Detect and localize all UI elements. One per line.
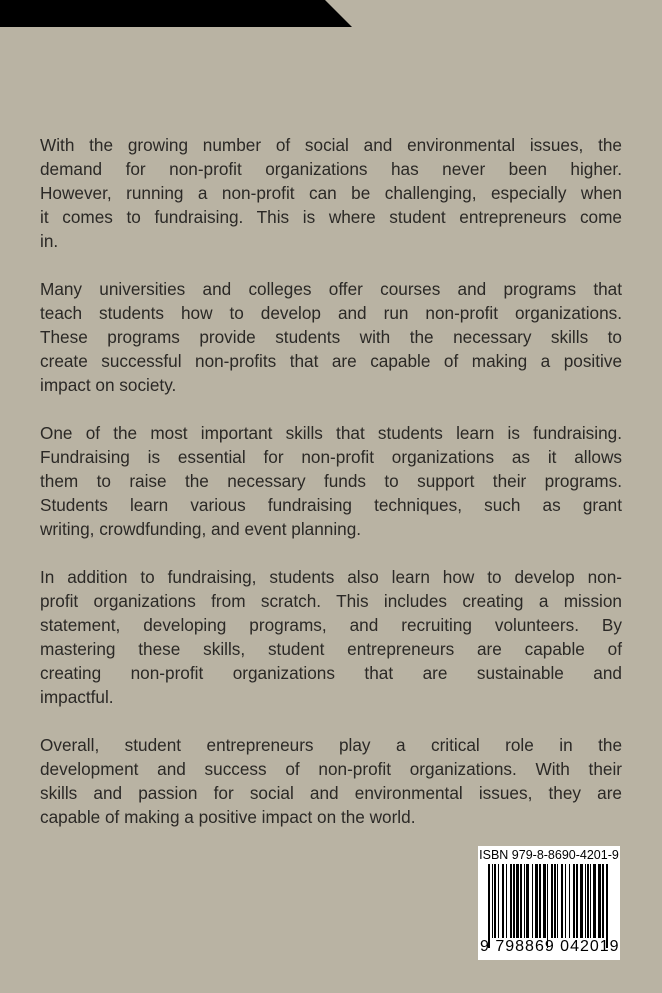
- barcode-bar: [502, 864, 504, 938]
- barcode-bar: [565, 864, 566, 938]
- back-cover-text: [40, 133, 622, 853]
- text-line: skills and passion for social and environmental issues, they are: [40, 783, 622, 803]
- barcode-bar: [488, 864, 490, 948]
- text-line: impactful.: [40, 687, 114, 707]
- text-line: mastering these skills, student entrepreneurs are capable of: [40, 639, 622, 659]
- barcode-bar: [551, 864, 553, 938]
- barcode-bar: [532, 864, 533, 938]
- barcode-bar: [573, 864, 575, 938]
- barcode-bar: [557, 864, 558, 938]
- text-line: impact on society.: [40, 375, 177, 395]
- barcode-bar: [543, 864, 546, 938]
- text-line: profit organizations from scratch. This includes creating a mission: [40, 591, 622, 611]
- barcode-bar: [520, 864, 522, 938]
- barcode-bars: [488, 864, 610, 948]
- barcode-digits: 9 798869 042019: [480, 938, 620, 955]
- text-line: In addition to fundraising, students also learn how to develop non-: [40, 567, 622, 587]
- barcode-bar: [576, 864, 578, 938]
- text-line: create successful non-profits that are capable of making a positive: [40, 351, 622, 371]
- barcode-bar: [547, 864, 548, 948]
- text-line: With the growing number of social and environmental issues, the: [40, 135, 622, 155]
- barcode-bar: [526, 864, 529, 938]
- barcode-bar: [494, 864, 496, 938]
- paragraph: [40, 733, 622, 829]
- text-line: demand for non-profit organizations has never been higher.: [40, 159, 622, 179]
- barcode-bar: [510, 864, 512, 938]
- text-line: Fundraising is essential for non-profit organizations as it allows: [40, 447, 622, 467]
- barcode-bar: [561, 864, 563, 938]
- barcode-bar: [516, 864, 519, 938]
- barcode-bar: [587, 864, 589, 938]
- paragraph: [40, 421, 622, 541]
- text-line: Overall, student entrepreneurs play a critical role in the: [40, 735, 622, 755]
- text-line: statement, developing programs, and recruiting volunteers. By: [40, 615, 622, 635]
- paragraph: [40, 277, 622, 397]
- text-line: teach students how to develop and run non-profit organizations.: [40, 303, 622, 323]
- text-line: development and success of non-profit organizations. With their: [40, 759, 622, 779]
- text-line: These programs provide students with the necessary skills to: [40, 327, 622, 347]
- paragraph: [40, 565, 622, 709]
- barcode-bar: [539, 864, 541, 938]
- barcode-bar: [602, 864, 604, 938]
- barcode-bar: [506, 864, 507, 938]
- text-line: creating non-profit organizations that are sustainable and: [40, 663, 622, 683]
- text-line: them to raise the necessary funds to support their programs.: [40, 471, 622, 491]
- barcode-bar: [492, 864, 493, 938]
- text-line: in.: [40, 231, 59, 251]
- barcode-bar: [524, 864, 525, 938]
- text-line: One of the most important skills that students learn is fundraising.: [40, 423, 622, 443]
- text-line: it comes to fundraising. This is where student entrepreneurs come: [40, 207, 622, 227]
- text-line: However, running a non-profit can be challenging, especially when: [40, 183, 622, 203]
- text-line: capable of making a positive impact on the world.: [40, 807, 416, 827]
- barcode-bar: [569, 864, 570, 938]
- barcode-bar: [590, 864, 591, 938]
- text-line: Many universities and colleges offer courses and programs that: [40, 279, 622, 299]
- barcode-bar: [585, 864, 586, 938]
- barcode-bar: [535, 864, 538, 938]
- isbn-barcode: [478, 846, 620, 960]
- barcode-bar: [598, 864, 601, 938]
- text-line: writing, crowdfunding, and event planning.: [40, 519, 362, 539]
- barcode-bar: [498, 864, 499, 938]
- barcode-bar: [580, 864, 583, 938]
- barcode-bar: [606, 864, 608, 948]
- barcode-bar: [513, 864, 515, 938]
- barcode-bar: [554, 864, 556, 938]
- isbn-label: ISBN 979-8-8690-4201-9: [479, 848, 619, 862]
- barcode-bar: [593, 864, 596, 938]
- corner-banner-shape: [0, 0, 352, 27]
- text-line: Students learn various fundraising techniques, such as grant: [40, 495, 622, 515]
- paragraph: [40, 133, 622, 253]
